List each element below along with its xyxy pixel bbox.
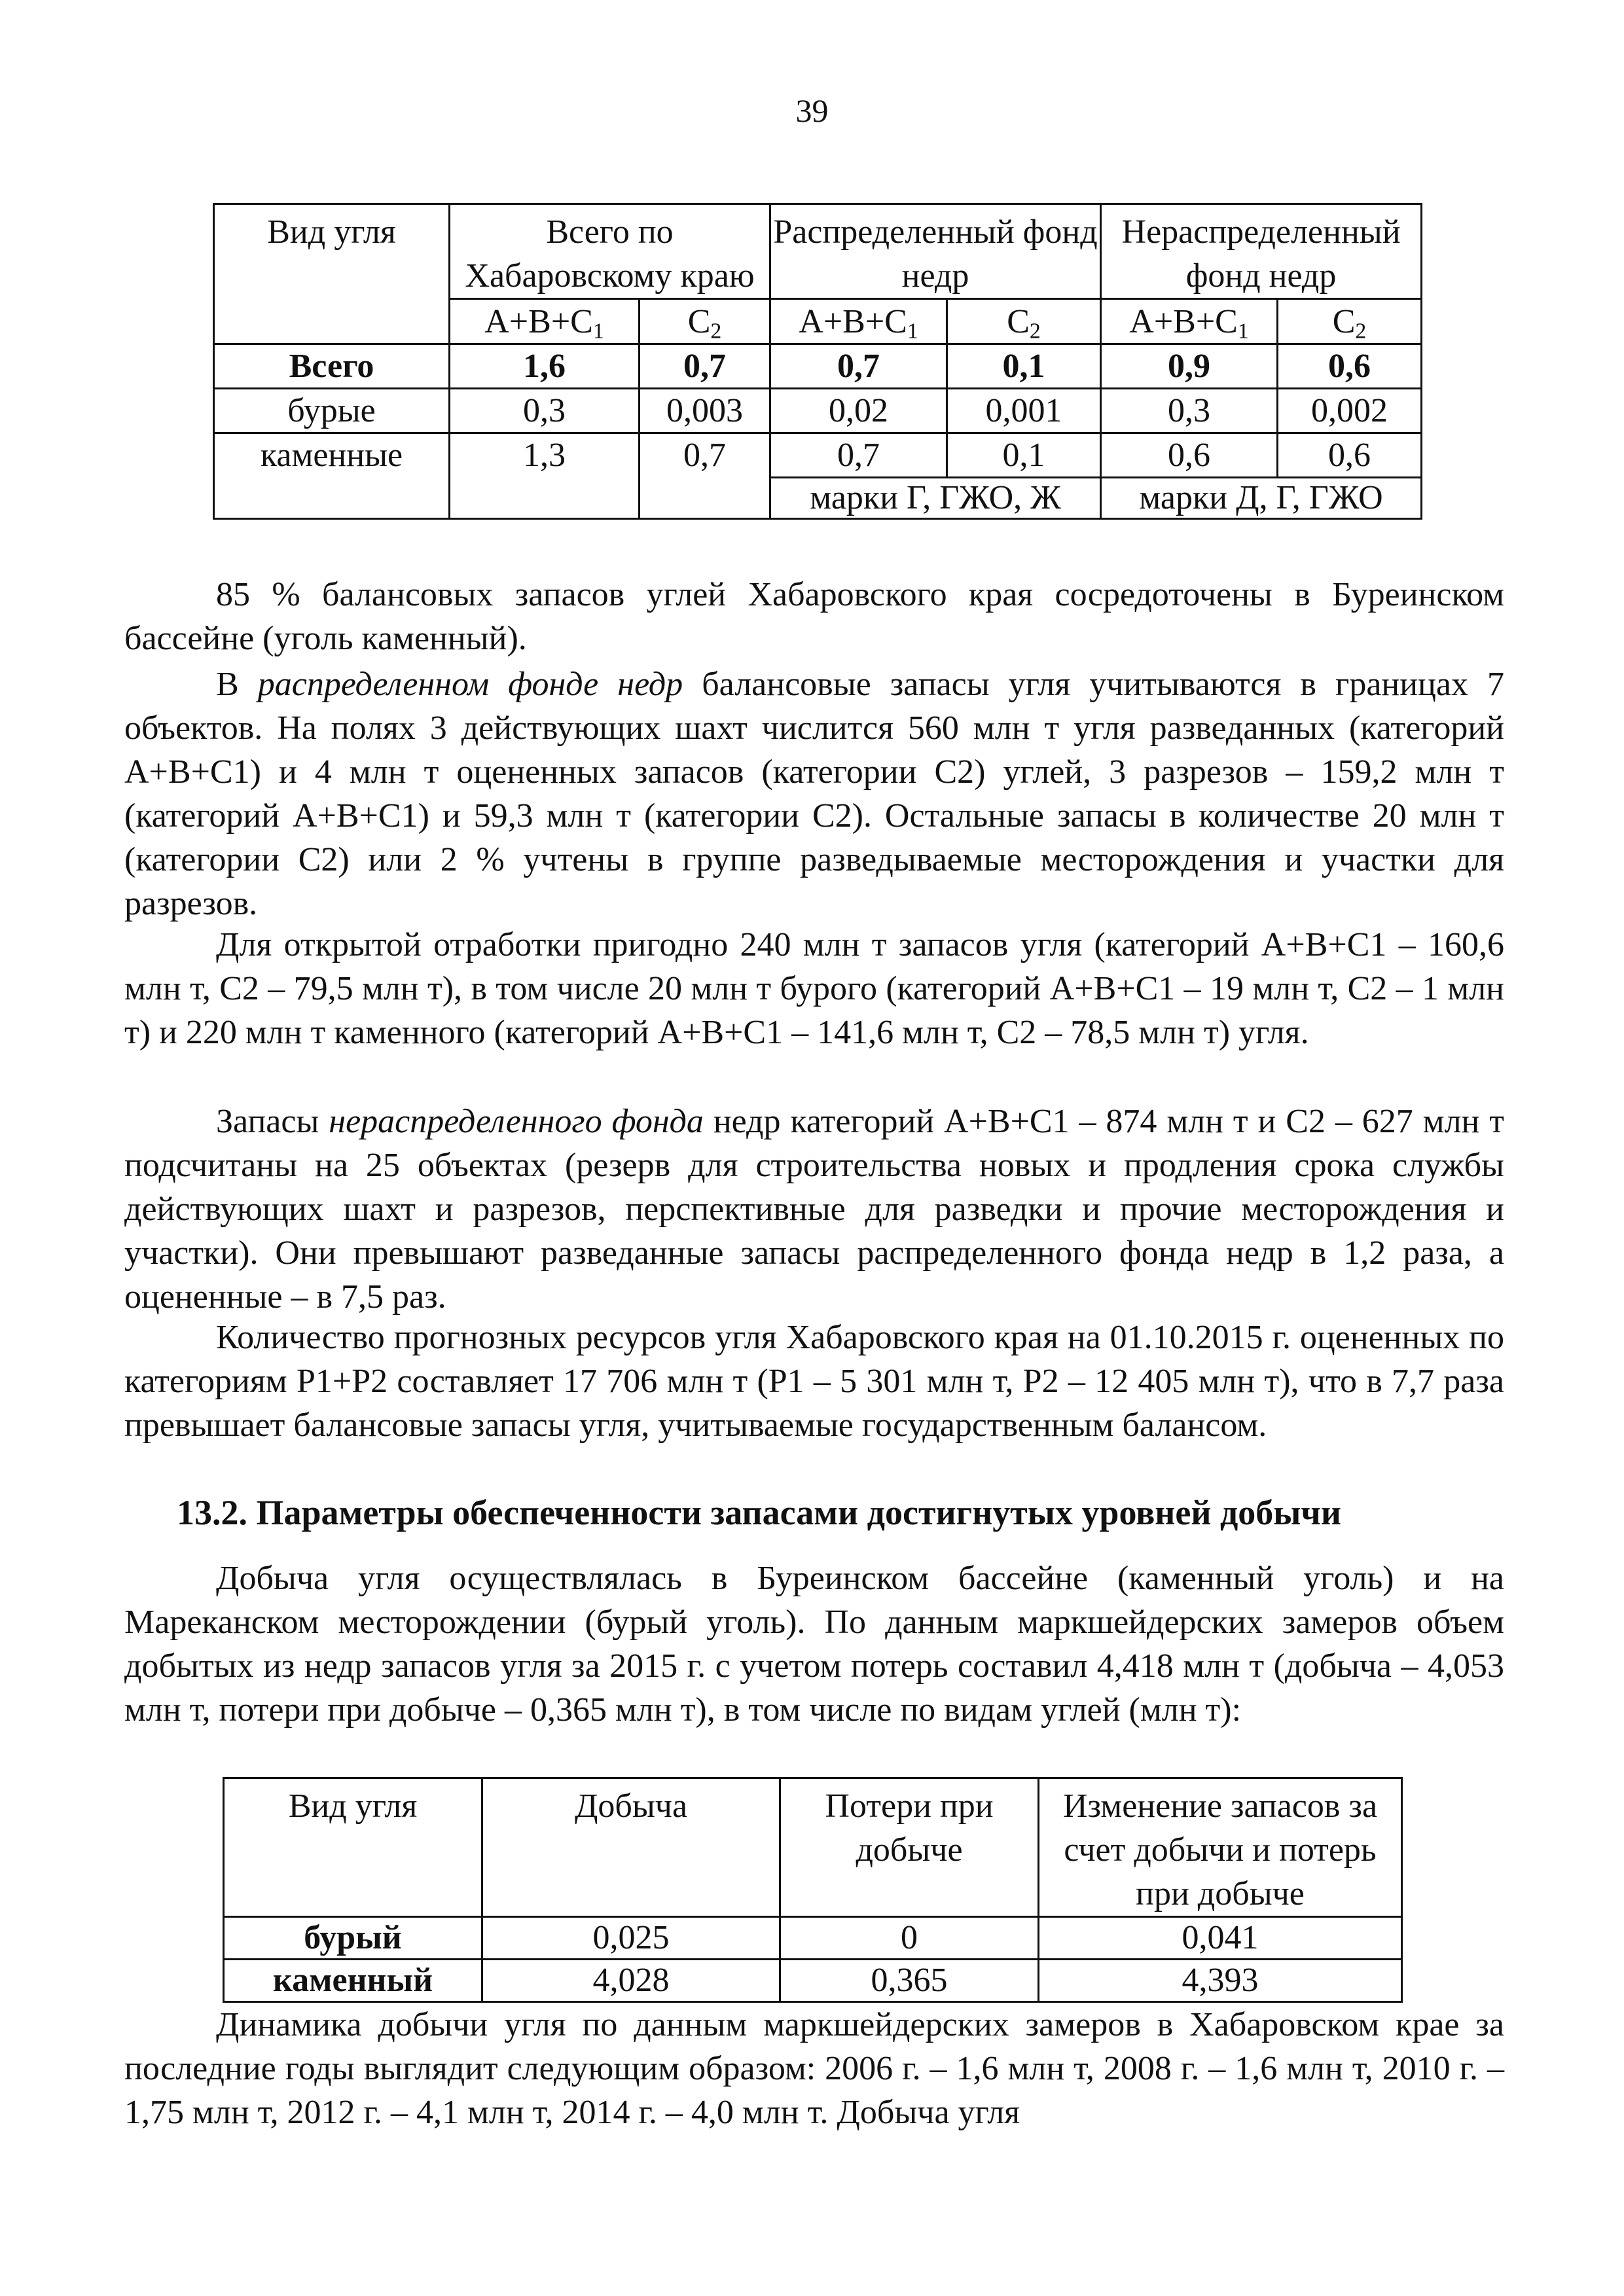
cell: 0,002 bbox=[1278, 389, 1422, 433]
header-production: Добыча bbox=[482, 1778, 780, 1917]
row-label: бурые bbox=[214, 389, 450, 433]
marks-undistributed: марки Д, Г, ГЖО bbox=[1101, 478, 1422, 519]
cell: 1,6 bbox=[450, 344, 640, 389]
cell: 0,6 bbox=[1101, 433, 1278, 478]
page-number: 39 bbox=[795, 92, 829, 129]
cell: 0,6 bbox=[1278, 344, 1422, 389]
italic-undistributed-fund: нераспределенного фонда bbox=[329, 1103, 704, 1140]
table-row bbox=[224, 1960, 1402, 2002]
cell: 0,003 bbox=[640, 389, 770, 433]
row-label: бурый bbox=[224, 1917, 482, 1960]
italic-distributed-fund: распределенном фонде недр bbox=[257, 666, 683, 703]
row-label: каменный bbox=[224, 1960, 482, 2002]
paragraph-1: 85 % балансовых запасов углей Хабаровского края сосредоточены в Буреинском бассейне (уголь каменный). bbox=[124, 576, 1504, 657]
section-heading: 13.2. Параметры обеспеченности запасами достигнутых уровней добычи bbox=[177, 1493, 1341, 1532]
paragraph-3: Для открытой отработки пригодно 240 млн т запасов угля (категорий А+В+С1 – 160,6 млн т, С2 – 79,5 млн т), в том числе 20 млн т бурого (категорий А+В+С1 – 19 млн т, С2 – 1 млн т) и 220 млн т каменного (категорий А+В+С1 – 141,6 млн т, С2 – 78,5 млн т) угля. bbox=[124, 926, 1504, 1051]
header-coal-type: Вид угля bbox=[224, 1778, 482, 1917]
paragraph-5: Количество прогнозных ресурсов угля Хабаровского края на 01.10.2015 г. оцененных по категориям Р1+Р2 составляет 17 706 млн т (Р1 – 5 301 млн т, Р2 – 12 405 млн т), что в 7,7 раза превышает балансовые запасы угля, учитываемые государственным балансом. bbox=[124, 1319, 1504, 1444]
cell: 0,1 bbox=[947, 344, 1101, 389]
cell: 0,3 bbox=[450, 389, 640, 433]
cell: 0,3 bbox=[1101, 389, 1278, 433]
subheader-c2: $С_2$ bbox=[1278, 299, 1422, 344]
cell: 0,025 bbox=[482, 1917, 780, 1960]
subheader-abc1: $А+В+С_1$ bbox=[450, 299, 640, 344]
cell: 0,6 bbox=[1278, 433, 1422, 478]
subheader-abc1: $А+В+С_1$ bbox=[1101, 299, 1278, 344]
cell: 1,3 bbox=[450, 433, 640, 519]
header-losses: Потери при добыче bbox=[780, 1778, 1039, 1917]
cell: 0,1 bbox=[947, 433, 1101, 478]
table-row bbox=[214, 389, 1422, 433]
row-label: каменные bbox=[214, 433, 450, 519]
header-distributed-fund: Распределенный фонд недр bbox=[770, 204, 1101, 299]
table-row bbox=[224, 1917, 1402, 1960]
cell: 0 bbox=[780, 1917, 1039, 1960]
cell: 0,7 bbox=[640, 433, 770, 519]
cell: 4,028 bbox=[482, 1960, 780, 2002]
paragraph-4: Запасы нераспределенного фонда недр категорий А+В+С1 – 874 млн т и С2 – 627 млн т подсчитаны на 25 объектах (резерв для строительства новых и продления срока службы действующих шахт и разрезов, перспективные для разведки и прочие месторождения и участки). Они превышают разведанные запасы распределенного фонда недр в 1,2 раза, а оцененные – в 7,5 раз. bbox=[124, 1103, 1504, 1316]
paragraph-7: Динамика добычи угля по данным маркшейдерских замеров в Хабаровском крае за последние годы выглядит следующим образом: 2006 г. – 1,6 млн т, 2008 г. – 1,6 млн т, 2010 г. – 1,75 млн т, 2012 г. – 4,1 млн т, 2014 г. – 4,0 млн т. Добыча угля bbox=[124, 2006, 1504, 2131]
table-row bbox=[214, 344, 1422, 389]
coal-reserves-table bbox=[213, 203, 1422, 520]
table-row bbox=[214, 433, 1422, 478]
header-undistributed-fund: Нераспределенный фонд недр bbox=[1101, 204, 1422, 299]
cell: 4,393 bbox=[1039, 1960, 1402, 2002]
subheader-abc1: $А+В+С_1$ bbox=[770, 299, 947, 344]
row-label: Всего bbox=[214, 344, 450, 389]
subheader-c2: $С_2$ bbox=[640, 299, 770, 344]
header-reserve-change: Изменение запасов за счет добычи и потерь при добыче bbox=[1039, 1778, 1402, 1917]
header-total-khabarovsk: Всего по Хабаровскому краю bbox=[450, 204, 770, 299]
coal-production-table bbox=[223, 1777, 1403, 2003]
paragraph-6: Добыча угля осуществлялась в Буреинском бассейне (каменный уголь) и на Мареканском месторождении (бурый уголь). По данным маркшейдерских замеров объем добытых из недр запасов угля за 2015 г. с учетом потерь составил 4,418 млн т (добыча – 4,053 млн т, потери при добыче – 0,365 млн т), в том числе по видам углей (млн т): bbox=[124, 1560, 1504, 1729]
subheader-c2: $С_2$ bbox=[947, 299, 1101, 344]
cell: 0,041 bbox=[1039, 1917, 1402, 1960]
marks-distributed: марки Г, ГЖО, Ж bbox=[770, 478, 1101, 519]
cell: 0,7 bbox=[770, 344, 947, 389]
cell: 0,9 bbox=[1101, 344, 1278, 389]
paragraph-2: В распределенном фонде недр балансовые запасы угля учитываются в границах 7 объектов. На полях 3 действующих шахт числится 560 млн т угля разведанных (категорий А+В+С1) и 4 млн т оцененных запасов (категории С2) углей, 3 разрезов – 159,2 млн т (категорий А+В+С1) и 59,3 млн т (категории С2). Остальные запасы в количестве 20 млн т (категории С2) или 2 % учтены в группе разведываемые месторождения и участки для разрезов. bbox=[124, 666, 1505, 922]
cell: 0,365 bbox=[780, 1960, 1039, 2002]
cell: 0,02 bbox=[770, 389, 947, 433]
cell: 0,7 bbox=[770, 433, 947, 478]
cell: 0,001 bbox=[947, 389, 1101, 433]
header-coal-type: Вид угля bbox=[214, 204, 450, 344]
cell: 0,7 bbox=[640, 344, 770, 389]
